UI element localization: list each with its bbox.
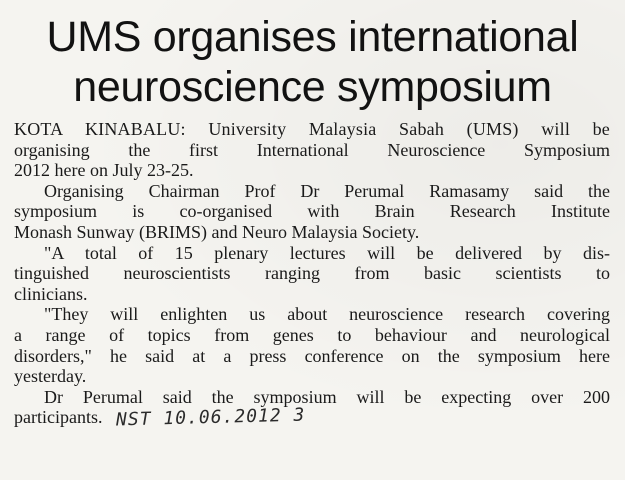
paragraph-5-line-1: Dr Perumal said the symposium will be expecting over 200 xyxy=(44,386,610,407)
paragraph-2-line-3: Monash Sunway (BRIMS) and Neuro Malaysia Society. xyxy=(14,221,420,242)
paragraph-5-line-2-text: participants. xyxy=(14,407,103,428)
paragraph-1-line-2: organising the first International Neuroscience Symposium xyxy=(14,139,610,160)
paragraph-1-line-1: KOTA KINABALU: University Malaysia Sabah (UMS) will be xyxy=(14,119,610,139)
paragraph-3-line-2: tinguished neuroscientists ranging from basic scientists to xyxy=(14,263,610,284)
paragraph-5-line-2 xyxy=(14,404,610,431)
paragraph-4-line-3: disorders," he said at a press conference on the symposium here xyxy=(14,345,610,366)
headline-line-1: UMS organises international xyxy=(46,13,579,61)
paragraph-4-line-2: a range of topics from genes to behaviour and neurological xyxy=(14,324,610,345)
paragraph-4-line-4: yesterday. xyxy=(14,366,87,387)
paragraph-2-line-2: symposium is co-organised with Brain Research Institute xyxy=(14,201,610,222)
paragraph-2-line-1: Organising Chairman Prof Dr Perumal Ramasamy said the xyxy=(44,180,610,201)
paragraph-3-line-3: clinicians. xyxy=(14,283,88,304)
handwritten-source-note: NST 10.06.2012 3 xyxy=(116,404,307,431)
paragraph-4-line-1: "They will enlighten us about neuroscience research covering xyxy=(44,304,610,325)
paragraph-3-line-1: "A total of 15 plenary lectures will be delivered by dis- xyxy=(44,242,610,263)
article-body xyxy=(14,119,610,431)
paragraph-1-line-3: 2012 here on July 23-25. xyxy=(14,160,194,181)
headline-line-2: neuroscience symposium xyxy=(73,63,552,111)
